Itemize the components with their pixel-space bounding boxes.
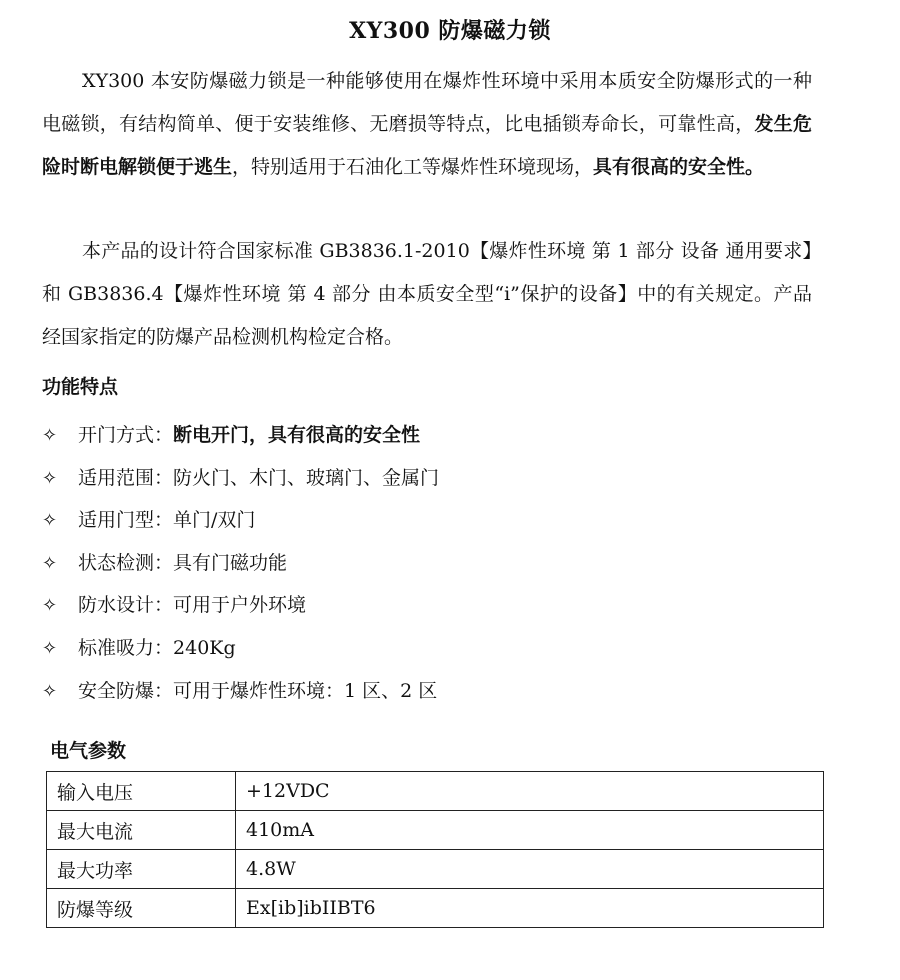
intro-text-2: ，特别适用于石油化工等爆炸性环境现场， xyxy=(232,156,594,178)
feature-value: 可用于爆炸性环境：1 区、2 区 xyxy=(173,679,438,702)
feature-item xyxy=(42,627,439,670)
electrical-params-table xyxy=(46,771,824,928)
feature-list xyxy=(42,414,439,712)
feature-value: 防火门、木门、玻璃门、金属门 xyxy=(173,466,440,489)
feature-item xyxy=(42,499,439,542)
param-value-cell: 4.8W xyxy=(236,850,824,889)
feature-value: 断电开门，具有很高的安全性 xyxy=(173,424,421,446)
features-heading: 功能特点 xyxy=(42,376,119,398)
feature-item xyxy=(42,457,439,500)
diamond-bullet-icon: ✧ xyxy=(42,680,58,702)
feature-label: 状态检测： xyxy=(78,551,174,574)
feature-value: 240Kg xyxy=(173,636,236,659)
feature-item xyxy=(42,542,439,585)
feature-label: 开门方式： xyxy=(78,424,174,446)
feature-value: 具有门磁功能 xyxy=(173,551,288,574)
table-row xyxy=(47,889,824,928)
diamond-bullet-icon: ✧ xyxy=(42,467,58,489)
intro-bold-safety: 具有很高的安全性。 xyxy=(593,156,765,178)
param-name-cell: 防爆等级 xyxy=(47,889,236,928)
feature-value: 可用于户外环境 xyxy=(173,594,307,617)
diamond-bullet-icon: ✧ xyxy=(42,510,58,532)
param-value-cell: 410mA xyxy=(236,811,824,850)
feature-value: 单门/双门 xyxy=(173,509,256,532)
electrical-heading: 电气参数 xyxy=(50,740,127,762)
standards-paragraph: 本产品的设计符合国家标准 GB3836.1-2010【爆炸性环境 第 1 部分 设备 通用要求】和 GB3836.4【爆炸性环境 第 4 部分 由本质安全型“i”保护的设备】中的有关规定。产品经国家指定的防爆产品检测机构检定合格。 xyxy=(42,240,812,348)
param-value-cell: +12VDC xyxy=(236,772,824,811)
feature-item xyxy=(42,584,439,627)
intro-paragraph xyxy=(42,60,812,189)
diamond-bullet-icon: ✧ xyxy=(42,425,58,446)
feature-label: 防水设计： xyxy=(78,594,174,617)
feature-item xyxy=(42,670,439,713)
feature-label: 适用范围： xyxy=(78,466,174,489)
table-row xyxy=(47,772,824,811)
param-name-cell: 最大功率 xyxy=(47,850,236,889)
document-title: XY300 防爆磁力锁 xyxy=(349,18,551,44)
feature-label: 安全防爆： xyxy=(78,679,174,702)
feature-label: 适用门型： xyxy=(78,509,174,532)
table-row xyxy=(47,850,824,889)
diamond-bullet-icon: ✧ xyxy=(42,595,58,617)
table-row xyxy=(47,811,824,850)
diamond-bullet-icon: ✧ xyxy=(42,637,58,659)
diamond-bullet-icon: ✧ xyxy=(42,552,58,574)
feature-item xyxy=(42,414,439,457)
param-value-cell: Ex[ib]ibIIBT6 xyxy=(236,889,824,928)
intro-text-1: XY300 本安防爆磁力锁是一种能够使用在爆炸性环境中采用本质安全防爆形式的一种电磁锁，有结构简单、便于安装维修、无磨损等特点，比电插锁寿命长，可靠性高， xyxy=(42,70,812,135)
param-name-cell: 输入电压 xyxy=(47,772,236,811)
feature-label: 标准吸力： xyxy=(78,636,174,659)
param-name-cell: 最大电流 xyxy=(47,811,236,850)
intro-bold-escape: 发生危险时断电解锁便于逃生 xyxy=(42,113,812,178)
